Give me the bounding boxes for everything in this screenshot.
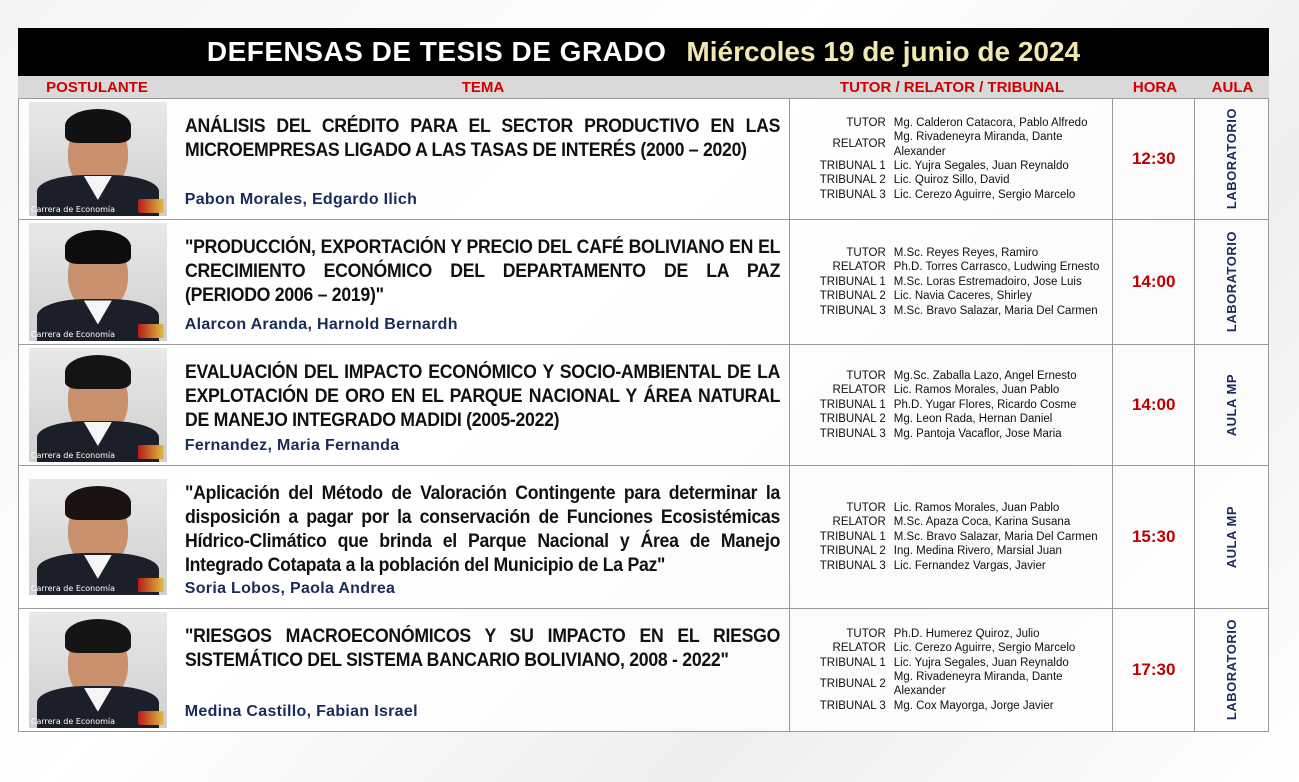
member-name: M.Sc. Loras Estremadoiro, Jose Luis — [893, 275, 1082, 288]
page-title: DEFENSAS DE TESIS DE GRADO — [206, 36, 667, 67]
column-header-hora: HORA — [1132, 78, 1178, 96]
postulante-photo-cell — [19, 609, 177, 731]
role-label: RELATOR — [832, 516, 886, 529]
member-name: Lic. Cerezo Aguirre, Sergio Marcelo — [893, 642, 1076, 655]
role-label: TUTOR — [846, 246, 886, 259]
defense-time: 14:00 — [1131, 272, 1176, 291]
table-row — [19, 465, 1268, 608]
member-name: Mg.Sc. Zaballa Lazo, Angel Ernesto — [893, 369, 1077, 382]
postulante-photo-cell — [19, 220, 177, 344]
tribunal-line — [792, 130, 1112, 159]
role-label: TRIBUNAL 3 — [819, 559, 886, 572]
member-name: Lic. Fernandez Vargas, Javier — [893, 559, 1046, 572]
role-label: TUTOR — [846, 501, 886, 514]
member-name: M.Sc. Bravo Salazar, Maria Del Carmen — [893, 530, 1098, 543]
classroom-label: AULA MP — [1224, 505, 1240, 569]
hora-cell — [1113, 609, 1195, 731]
member-name: Lic. Ramos Morales, Juan Pablo — [893, 501, 1060, 514]
postulante-photo-cell — [19, 345, 177, 465]
photo-caption: Carrera de Economía — [30, 451, 116, 460]
tema-cell — [177, 466, 790, 608]
role-label: TRIBUNAL 2 — [819, 290, 886, 303]
member-name: M.Sc. Bravo Salazar, Maria Del Carmen — [893, 304, 1098, 317]
aula-cell — [1195, 99, 1268, 219]
member-name: Mg. Rivadeneyra Miranda, Dante Alexander — [893, 671, 1063, 698]
role-label: TRIBUNAL 1 — [819, 530, 886, 543]
defense-time: 17:30 — [1131, 660, 1176, 679]
classroom-label: LABORATORIO — [1224, 619, 1240, 721]
postulante-photo-cell — [19, 99, 177, 219]
tribunal-line — [792, 398, 1077, 412]
tribunal-line — [792, 260, 1100, 274]
tribunal-cell — [790, 345, 1113, 465]
tribunal-line — [792, 699, 1112, 713]
member-name: Mg. Rivadeneyra Miranda, Dante Alexander — [893, 131, 1063, 158]
career-logo-icon — [138, 578, 164, 592]
aula-cell — [1195, 609, 1268, 731]
title-banner — [18, 28, 1269, 76]
role-label: TRIBUNAL 3 — [819, 427, 886, 440]
postulante-photo — [29, 612, 167, 728]
role-label: TUTOR — [846, 627, 886, 640]
role-label: TRIBUNAL 3 — [819, 304, 886, 317]
classroom-label: LABORATORIO — [1224, 231, 1240, 333]
table-row — [19, 608, 1268, 731]
portrait-hair — [65, 355, 131, 389]
member-name: Ing. Medina Rivero, Marsial Juan — [893, 545, 1062, 558]
tribunal-list — [792, 246, 1100, 318]
career-logo-icon — [138, 711, 164, 725]
column-header-tribunal: TUTOR / RELATOR / TRIBUNAL — [839, 78, 1065, 96]
tribunal-cell — [790, 220, 1113, 344]
career-logo-icon — [138, 445, 164, 459]
defense-time: 15:30 — [1131, 527, 1176, 546]
aula-cell — [1195, 345, 1268, 465]
tribunal-cell — [790, 609, 1113, 731]
tribunal-line — [792, 412, 1077, 426]
member-name: Lic. Cerezo Aguirre, Sergio Marcelo — [893, 188, 1076, 201]
table-row — [19, 344, 1268, 465]
tribunal-list — [792, 627, 1112, 713]
aula-cell — [1195, 220, 1268, 344]
photo-caption: Carrera de Economía — [30, 330, 116, 339]
column-header-postulante: POSTULANTE — [46, 78, 148, 96]
role-label: TRIBUNAL 2 — [819, 174, 886, 187]
portrait-hair — [65, 486, 131, 520]
column-header-row — [18, 76, 1269, 98]
tribunal-line — [792, 641, 1112, 655]
role-label: TRIBUNAL 2 — [819, 678, 886, 691]
role-label: RELATOR — [832, 261, 886, 274]
tema-cell — [177, 220, 790, 344]
tribunal-line — [792, 530, 1098, 544]
role-label: TRIBUNAL 1 — [819, 656, 886, 669]
role-label: TRIBUNAL 2 — [819, 413, 886, 426]
column-header-aula: AULA — [1211, 78, 1254, 96]
page-date: Miércoles 19 de junio de 2024 — [686, 36, 1081, 67]
role-label: TRIBUNAL 2 — [819, 545, 886, 558]
member-name: Mg. Cox Mayorga, Jorge Javier — [893, 699, 1054, 712]
photo-caption: Carrera de Economía — [30, 717, 116, 726]
member-name: Mg. Pantoja Vacaflor, Jose Maria — [893, 427, 1062, 440]
role-label: TRIBUNAL 1 — [819, 275, 886, 288]
thesis-title: EVALUACIÓN DEL IMPACTO ECONÓMICO Y SOCIO-AMBIENTAL DE LA EXPLOTACIÓN DE ORO EN EL PARQUE NACIONAL Y ÁREA NATURAL DE MANEJO INTEGRADO MADIDI (2005-2022) — [184, 362, 780, 431]
postulante-photo — [29, 102, 167, 216]
tribunal-line — [792, 627, 1112, 641]
tribunal-line — [792, 559, 1098, 573]
tribunal-line — [792, 246, 1100, 260]
defense-time: 12:30 — [1131, 149, 1176, 168]
table-row — [19, 98, 1268, 219]
tribunal-line — [792, 544, 1098, 558]
member-name: Lic. Yujra Segales, Juan Reynaldo — [893, 160, 1069, 172]
tribunal-list — [792, 369, 1077, 441]
tribunal-line — [792, 670, 1112, 699]
thesis-title: "PRODUCCIÓN, EXPORTACIÓN Y PRECIO DEL CAFÉ BOLIVIANO EN EL CRECIMIENTO ECONÓMICO DEL DEPARTAMENTO DE LA PAZ (PERIODO 2006 – 2019)" — [184, 237, 780, 306]
column-header-tema: TEMA — [461, 78, 505, 96]
thesis-title: "Aplicación del Método de Valoración Contingente para determinar la disposición a pagar por la conservación de Funciones Ecosistémicas Hídrico-Climático que brinda el Parque Nacional y Área de Manejo Integrado Cotapata a la población del Municipio de La Paz" — [184, 483, 780, 576]
role-label: RELATOR — [832, 642, 886, 655]
tribunal-cell — [790, 99, 1113, 219]
tribunal-line — [792, 159, 1112, 173]
defense-rows — [18, 98, 1269, 732]
thesis-title: "RIESGOS MACROECONÓMICOS Y SU IMPACTO EN EL RIESGO SISTEMÁTICO DEL SISTEMA BANCARIO BOLIVIANO, 2008 - 2022" — [184, 626, 780, 671]
member-name: Lic. Navia Caceres, Shirley — [893, 290, 1032, 303]
postulante-photo — [29, 348, 167, 462]
tribunal-line — [792, 501, 1098, 515]
schedule-sheet — [18, 28, 1269, 732]
member-name: Lic. Quiroz Sillo, David — [893, 174, 1010, 187]
role-label: TUTOR — [846, 116, 886, 129]
tribunal-line — [792, 188, 1112, 202]
tribunal-line — [792, 275, 1100, 289]
hora-cell — [1113, 99, 1195, 219]
member-name: Mg. Calderon Catacora, Pablo Alfredo — [893, 116, 1088, 129]
role-label: RELATOR — [832, 384, 886, 397]
role-label: TRIBUNAL 3 — [819, 188, 886, 201]
tribunal-line — [792, 369, 1077, 383]
aula-cell — [1195, 466, 1268, 608]
portrait-hair — [65, 109, 131, 143]
classroom-label: AULA MP — [1224, 373, 1240, 437]
career-logo-icon — [138, 324, 164, 338]
member-name: Ph.D. Humerez Quiroz, Julio — [893, 627, 1040, 640]
tribunal-line — [792, 116, 1112, 130]
postulante-photo — [29, 223, 167, 341]
tribunal-line — [792, 304, 1100, 318]
table-row — [19, 219, 1268, 344]
hora-cell — [1113, 220, 1195, 344]
tema-cell — [177, 345, 790, 465]
member-name: Ph.D. Torres Carrasco, Ludwing Ernesto — [893, 261, 1100, 274]
tribunal-line — [792, 173, 1112, 187]
role-label: TRIBUNAL 1 — [819, 398, 886, 411]
member-name: Ph.D. Yugar Flores, Ricardo Cosme — [893, 398, 1077, 411]
role-label: TRIBUNAL 1 — [819, 160, 886, 172]
tribunal-line — [792, 427, 1077, 441]
postulante-photo-cell — [19, 466, 177, 608]
member-name: Mg. Leon Rada, Hernan Daniel — [893, 413, 1053, 426]
portrait-hair — [65, 230, 131, 264]
postulante-name: Pabon Morales, Edgardo Ilich — [184, 191, 418, 208]
member-name: M.Sc. Reyes Reyes, Ramiro — [893, 246, 1039, 259]
tema-cell — [177, 609, 790, 731]
tribunal-list — [792, 501, 1098, 573]
classroom-label: LABORATORIO — [1224, 108, 1240, 210]
postulante-photo — [29, 479, 167, 595]
role-label: TRIBUNAL 3 — [819, 699, 886, 712]
postulante-name: Medina Castillo, Fabian Israel — [184, 703, 418, 720]
tema-cell — [177, 99, 790, 219]
role-label: TUTOR — [846, 369, 886, 382]
tribunal-line — [792, 383, 1077, 397]
hora-cell — [1113, 345, 1195, 465]
postulante-name: Soria Lobos, Paola Andrea — [184, 580, 396, 597]
tribunal-line — [792, 289, 1100, 303]
member-name: Lic. Ramos Morales, Juan Pablo — [893, 384, 1060, 397]
career-logo-icon — [138, 199, 164, 213]
tribunal-cell — [790, 466, 1113, 608]
postulante-name: Fernandez, Maria Fernanda — [184, 437, 400, 454]
photo-caption: Carrera de Economía — [30, 205, 116, 214]
member-name: Lic. Yujra Segales, Juan Reynaldo — [893, 656, 1069, 669]
postulante-name: Alarcon Aranda, Harnold Bernardh — [184, 316, 458, 333]
member-name: M.Sc. Apaza Coca, Karina Susana — [893, 516, 1071, 529]
thesis-title: ANÁLISIS DEL CRÉDITO PARA EL SECTOR PRODUCTIVO EN LAS MICROEMPRESAS LIGADO A LAS TASAS DE INTERÉS (2000 – 2020) — [184, 116, 780, 161]
tribunal-list — [792, 116, 1112, 202]
role-label: RELATOR — [832, 138, 886, 151]
hora-cell — [1113, 466, 1195, 608]
tribunal-line — [792, 656, 1112, 670]
defense-time: 14:00 — [1131, 395, 1176, 414]
portrait-hair — [65, 619, 131, 653]
photo-caption: Carrera de Economía — [30, 584, 116, 593]
tribunal-line — [792, 515, 1098, 529]
